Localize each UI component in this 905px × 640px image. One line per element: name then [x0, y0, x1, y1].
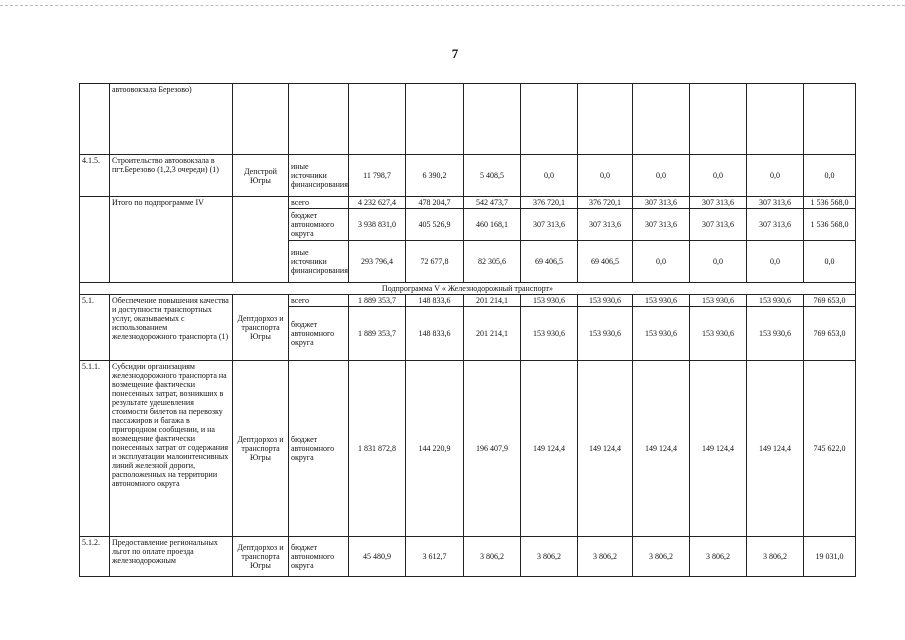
item-code: 5.1.1.	[80, 361, 110, 537]
item-code: 4.1.5.	[80, 155, 110, 197]
value-cell: 376 720,1	[521, 197, 578, 209]
value-cell: 69 406,5	[578, 241, 633, 283]
value-cell: 19 031,0	[804, 537, 856, 577]
value-cell: 293 796,4	[349, 241, 406, 283]
value-cell: 69 406,5	[521, 241, 578, 283]
value-cell: 3 806,2	[633, 537, 690, 577]
value-cell: 478 204,7	[406, 197, 464, 209]
value-cell: 307 313,6	[633, 197, 690, 209]
value-cell: 5 408,5	[464, 155, 521, 197]
value-cell: 769 653,0	[804, 295, 856, 307]
value-cell: 1 889 353,7	[349, 295, 406, 307]
value-cell: 149 124,4	[690, 361, 747, 537]
value-cell: 149 124,4	[633, 361, 690, 537]
value-cell: 149 124,4	[747, 361, 804, 537]
value-cell: 6 390,2	[406, 155, 464, 197]
value-cell: 11 798,7	[349, 155, 406, 197]
value-cell: 0,0	[690, 241, 747, 283]
value-cell: 542 473,7	[464, 197, 521, 209]
value-cell: 307 313,6	[633, 209, 690, 241]
value-cell: 153 930,6	[633, 307, 690, 361]
value-cell: 0,0	[747, 155, 804, 197]
value-cell: 153 930,6	[578, 307, 633, 361]
value-cell: 72 677,8	[406, 241, 464, 283]
table-row	[80, 283, 856, 295]
value-cell: 0,0	[578, 155, 633, 197]
table-row	[80, 537, 856, 577]
value-cell: 1 536 568,0	[804, 209, 856, 241]
item-name: Итого по подпрограмме IV	[110, 197, 233, 283]
table-row	[80, 155, 856, 197]
value-cell: 153 930,6	[521, 295, 578, 307]
value-cell: 376 720,1	[578, 197, 633, 209]
value-cell: 144 220,9	[406, 361, 464, 537]
executor: Дептдорхоз и транспорта Югры	[233, 295, 289, 361]
value-cell: 460 168,1	[464, 209, 521, 241]
table-row	[80, 361, 856, 537]
funding-source: иные источники финансирования	[289, 241, 349, 283]
value-cell: 153 930,6	[747, 307, 804, 361]
value-cell: 1 536 568,0	[804, 197, 856, 209]
value-cell: 148 833,6	[406, 307, 464, 361]
value-cell: 3 806,2	[521, 537, 578, 577]
value-cell: 0,0	[804, 241, 856, 283]
executor: Дептдорхоз и транспорта Югры	[233, 361, 289, 537]
value-cell: 153 930,6	[690, 295, 747, 307]
item-name: автоовокзала Березово)	[110, 84, 233, 155]
item-name: Предоставление региональных льгот по оплате проезда железнодорожным	[110, 537, 233, 577]
value-cell: 1 889 353,7	[349, 307, 406, 361]
value-cell: 0,0	[747, 241, 804, 283]
funding-source: бюджет автономного округа	[289, 537, 349, 577]
funding-source: бюджет автономного округа	[289, 209, 349, 241]
table-row	[80, 84, 856, 155]
executor: Дептдорхоз и транспорта Югры	[233, 537, 289, 577]
page-number: 7	[451, 46, 459, 61]
value-cell: 745 622,0	[804, 361, 856, 537]
funding-source: всего	[289, 295, 349, 307]
value-cell: 307 313,6	[747, 209, 804, 241]
value-cell: 45 480,9	[349, 537, 406, 577]
value-cell: 307 313,6	[690, 209, 747, 241]
value-cell: 153 930,6	[578, 295, 633, 307]
value-cell: 153 930,6	[747, 295, 804, 307]
value-cell: 149 124,4	[578, 361, 633, 537]
value-cell: 201 214,1	[464, 295, 521, 307]
value-cell: 153 930,6	[633, 295, 690, 307]
value-cell: 3 806,2	[464, 537, 521, 577]
value-cell: 3 612,7	[406, 537, 464, 577]
value-cell: 307 313,6	[690, 197, 747, 209]
value-cell: 0,0	[633, 241, 690, 283]
item-name: Субсидии организациям железнодорожного транспорта на возмещение фактически понесенных затрат, возникших в результате удешевления стоимости билетов на перевозку пассажиров и багажа в пригородном сообщении, и на возмещение фактически понесенных затрат от содержания и эксплуатации малоинтенсивных линий железной дороги, расположенных на территории автономного округа	[110, 361, 233, 537]
subprogram-heading: Подпрограмма V « Железнодорожный транспорт»	[80, 283, 856, 295]
table-row	[80, 197, 856, 209]
value-cell: 3 938 831,0	[349, 209, 406, 241]
funding-source: всего	[289, 197, 349, 209]
funding-source: бюджет автономного округа	[289, 361, 349, 537]
item-name: Обеспечение повышения качества и доступности транспортных услуг, оказываемых с использованием железнодорожного транспорта (1)	[110, 295, 233, 361]
executor: Депстрой Югры	[233, 155, 289, 197]
item-code: 5.1.	[80, 295, 110, 361]
item-code: 5.1.2.	[80, 537, 110, 577]
value-cell: 307 313,6	[521, 209, 578, 241]
value-cell: 153 930,6	[521, 307, 578, 361]
scan-edge-line	[0, 5, 905, 6]
value-cell: 153 930,6	[690, 307, 747, 361]
value-cell: 0,0	[804, 155, 856, 197]
table-row	[80, 295, 856, 307]
budget-table	[79, 83, 856, 577]
value-cell: 82 305,6	[464, 241, 521, 283]
value-cell: 0,0	[633, 155, 690, 197]
value-cell: 405 526,9	[406, 209, 464, 241]
value-cell: 769 653,0	[804, 307, 856, 361]
value-cell: 196 407,9	[464, 361, 521, 537]
value-cell: 0,0	[521, 155, 578, 197]
value-cell: 4 232 627,4	[349, 197, 406, 209]
value-cell: 3 806,2	[690, 537, 747, 577]
value-cell: 149 124,4	[521, 361, 578, 537]
value-cell: 3 806,2	[747, 537, 804, 577]
funding-source: иные источники финансирования	[289, 155, 349, 197]
item-name: Строительство автоовокзала в пгт.Березово (1,2,3 очереди) (1)	[110, 155, 233, 197]
value-cell: 1 831 872,8	[349, 361, 406, 537]
value-cell: 307 313,6	[578, 209, 633, 241]
funding-source: бюджет автономного округа	[289, 307, 349, 361]
value-cell: 0,0	[690, 155, 747, 197]
value-cell: 148 833,6	[406, 295, 464, 307]
value-cell: 201 214,1	[464, 307, 521, 361]
value-cell: 3 806,2	[578, 537, 633, 577]
value-cell: 307 313,6	[747, 197, 804, 209]
